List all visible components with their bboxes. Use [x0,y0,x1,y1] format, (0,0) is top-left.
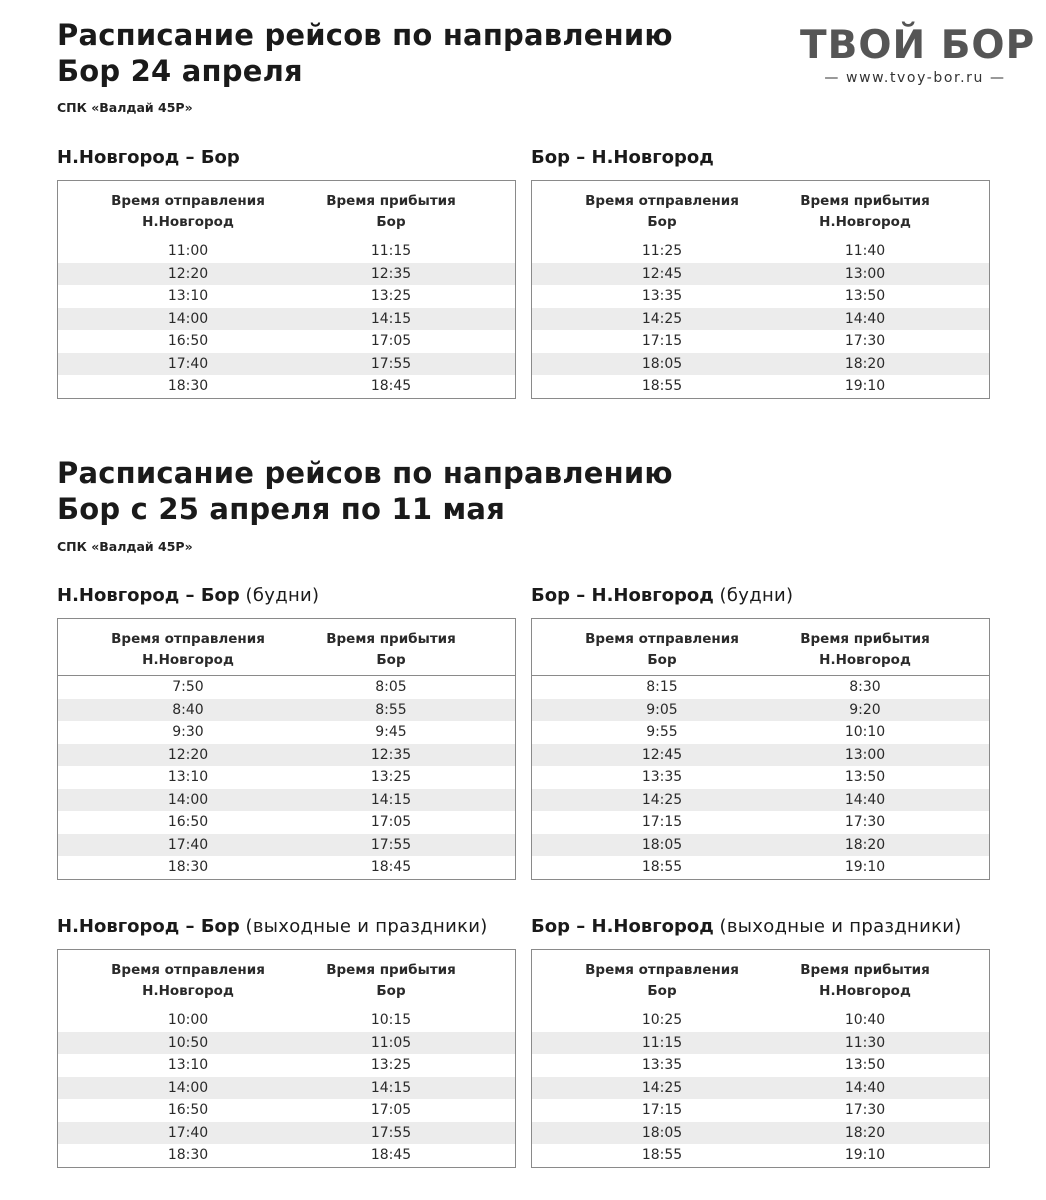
arrival-time: 18:20 [844,355,886,372]
header-line: Время прибытия [326,631,456,647]
arrival-time: 9:45 [375,724,407,740]
header-line: Н.Новгород [142,983,234,999]
header-line: Бор [376,983,406,999]
arrival-time: 10:40 [844,1012,886,1028]
arrival-header [291,629,491,671]
table-row [58,375,515,398]
section2-vessel: СПК «Валдай 45Р» [57,539,193,554]
table-body [58,1006,515,1167]
table-row [58,240,515,263]
logo-url: — www.tvoy-bor.ru — [824,70,1006,86]
departure-time: 8:15 [646,679,678,695]
departure-time: 14:00 [167,791,209,808]
table-row [58,789,515,812]
departure-header [562,960,762,1002]
header-line: Время отправления [111,631,265,647]
header-line: Бор [376,214,406,230]
weekend-right-title [531,916,962,937]
site-logo[interactable] [800,23,1036,86]
arrival-time: 9:20 [849,701,881,718]
days-note: (будни) [719,585,794,606]
schedule-table [57,618,516,880]
weekend-left-title [57,916,488,937]
logo-title: ТВОЙ БОР [800,23,1036,68]
arrival-time: 12:35 [370,746,412,763]
departure-time: 12:45 [641,265,683,282]
section1-right-title [531,147,714,168]
arrival-time: 17:55 [370,836,412,853]
table-row [58,1009,515,1032]
schedule-table [57,949,516,1168]
arrival-time: 13:50 [844,769,886,785]
arrival-header [765,629,965,671]
table-row [58,834,515,857]
arrival-time: 14:15 [370,1079,412,1096]
table-body [532,676,989,879]
table-row [532,856,989,879]
departure-time: 12:45 [641,746,683,763]
arrival-time: 14:15 [370,310,412,327]
schedule-table [531,618,990,880]
table-row [532,1144,989,1167]
table-row [532,1099,989,1122]
departure-time: 11:15 [641,1034,683,1051]
table-row [532,330,989,353]
departure-header [88,960,288,1002]
departure-time: 18:55 [641,378,683,394]
section1-left-title [57,147,240,168]
table-row [532,375,989,398]
departure-time: 12:20 [167,265,209,282]
arrival-time: 18:20 [844,836,886,853]
arrival-time: 8:05 [375,679,407,695]
arrival-time: 10:15 [370,1012,412,1028]
table-row [532,676,989,699]
table-row [58,676,515,699]
table-row [58,1099,515,1122]
route-label: Н.Новгород – Бор [57,147,240,168]
header-line: Время прибытия [326,193,456,209]
departure-time: 16:50 [167,814,209,830]
departure-time: 18:30 [167,378,209,394]
route-label: Бор – Н.Новгород [531,916,714,937]
departure-time: 9:05 [646,701,678,718]
departure-time: 14:00 [167,310,209,327]
arrival-time: 14:40 [844,1079,886,1096]
departure-header [562,629,762,671]
departure-time: 16:50 [167,1102,209,1118]
arrival-time: 17:05 [370,1102,412,1118]
departure-time: 18:30 [167,859,209,875]
table-header [58,181,515,237]
table-row [532,721,989,744]
header-line: Н.Новгород [819,652,911,668]
departure-time: 13:35 [641,769,683,785]
schedule-table [57,180,516,399]
arrival-time: 11:05 [370,1034,412,1051]
departure-time: 17:40 [167,1124,209,1141]
table-row [532,1122,989,1145]
departure-time: 14:00 [167,1079,209,1096]
departure-time: 11:25 [641,243,683,259]
header-line: Время прибытия [800,631,930,647]
table-row [532,1009,989,1032]
header-line: Время прибытия [800,962,930,978]
arrival-time: 12:35 [370,265,412,282]
arrival-time: 17:05 [370,814,412,830]
arrival-time: 13:25 [370,1057,412,1073]
arrival-time: 18:45 [370,378,412,394]
arrival-time: 17:05 [370,333,412,349]
table-row [58,308,515,331]
departure-time: 13:35 [641,288,683,304]
section1-heading [57,17,673,89]
header-line: Время прибытия [800,193,930,209]
departure-time: 9:55 [646,724,678,740]
table-row [532,263,989,286]
table-row [532,285,989,308]
arrival-time: 18:45 [370,859,412,875]
arrival-time: 11:40 [844,243,886,259]
arrival-time: 14:40 [844,310,886,327]
section1-heading-line2: Бор 24 апреля [57,54,303,88]
header-line: Н.Новгород [142,652,234,668]
departure-time: 17:15 [641,814,683,830]
header-line: Время отправления [111,962,265,978]
arrival-time: 19:10 [844,1147,886,1163]
arrival-header [765,960,965,1002]
header-line: Бор [376,652,406,668]
table-header [532,181,989,237]
departure-time: 17:15 [641,1102,683,1118]
departure-time: 14:25 [641,310,683,327]
header-line: Бор [647,983,677,999]
days-note: (выходные и праздники) [245,916,488,937]
departure-time: 7:50 [172,679,204,695]
arrival-time: 14:40 [844,791,886,808]
header-line: Бор [647,652,677,668]
section1-heading-line1: Расписание рейсов по направлению [57,18,673,52]
departure-time: 13:10 [167,769,209,785]
table-row [532,353,989,376]
departure-time: 18:30 [167,1147,209,1163]
header-line: Время отправления [585,193,739,209]
table-body [58,237,515,398]
departure-time: 18:55 [641,1147,683,1163]
departure-time: 10:50 [167,1034,209,1051]
arrival-time: 13:00 [844,265,886,282]
table-row [58,811,515,834]
departure-time: 8:40 [172,701,204,718]
table-header [532,619,989,676]
departure-time: 17:40 [167,836,209,853]
header-line: Н.Новгород [819,214,911,230]
arrival-time: 18:45 [370,1147,412,1163]
departure-header [88,191,288,233]
days-note: (выходные и праздники) [719,916,962,937]
arrival-time: 11:30 [844,1034,886,1051]
departure-time: 16:50 [167,333,209,349]
table-row [532,834,989,857]
arrival-time: 18:20 [844,1124,886,1141]
table-row [58,1054,515,1077]
arrival-time: 17:55 [370,1124,412,1141]
arrival-time: 8:55 [375,701,407,718]
table-header [58,619,515,676]
table-body [532,1006,989,1167]
table-row [58,285,515,308]
days-note: (будни) [245,585,320,606]
section2-heading-line2: Бор с 25 апреля по 11 мая [57,492,506,526]
route-label: Бор – Н.Новгород [531,585,714,606]
departure-time: 18:05 [641,836,683,853]
table-row [532,789,989,812]
table-row [58,699,515,722]
header-line: Время отправления [111,193,265,209]
table-row [532,699,989,722]
table-header [532,950,989,1006]
departure-time: 14:25 [641,1079,683,1096]
departure-time: 10:25 [641,1012,683,1028]
departure-time: 18:55 [641,859,683,875]
arrival-time: 8:30 [849,679,881,695]
table-row [58,856,515,879]
schedule-table [531,180,990,399]
header-line: Время отправления [585,631,739,647]
table-row [532,308,989,331]
departure-time: 12:20 [167,746,209,763]
table-row [532,1054,989,1077]
arrival-time: 19:10 [844,859,886,875]
table-row [58,330,515,353]
arrival-header [765,191,965,233]
header-line: Н.Новгород [819,983,911,999]
arrival-time: 13:50 [844,288,886,304]
table-row [58,1077,515,1100]
table-row [532,744,989,767]
arrival-time: 13:25 [370,769,412,785]
departure-time: 18:05 [641,355,683,372]
table-row [58,353,515,376]
route-label: Бор – Н.Новгород [531,147,714,168]
header-line: Н.Новгород [142,214,234,230]
table-row [532,240,989,263]
header-line: Время прибытия [326,962,456,978]
table-row [58,766,515,789]
departure-header [562,191,762,233]
arrival-time: 13:25 [370,288,412,304]
section2-heading-line1: Расписание рейсов по направлению [57,456,673,490]
departure-time: 14:25 [641,791,683,808]
header-line: Время отправления [585,962,739,978]
header-line: Бор [647,214,677,230]
arrival-time: 10:10 [844,724,886,740]
section2-heading [57,455,673,527]
route-label: Н.Новгород – Бор [57,916,240,937]
table-header [58,950,515,1006]
schedule-table [531,949,990,1168]
table-body [532,237,989,398]
arrival-time: 17:30 [844,814,886,830]
arrival-header [291,960,491,1002]
arrival-time: 19:10 [844,378,886,394]
table-row [58,1032,515,1055]
departure-time: 11:00 [167,243,209,259]
departure-time: 18:05 [641,1124,683,1141]
table-row [532,811,989,834]
departure-header [88,629,288,671]
arrival-time: 14:15 [370,791,412,808]
arrival-time: 17:30 [844,333,886,349]
table-row [532,1032,989,1055]
arrival-time: 11:15 [370,243,412,259]
table-row [532,766,989,789]
departure-time: 17:15 [641,333,683,349]
departure-time: 13:10 [167,1057,209,1073]
table-row [58,1122,515,1145]
route-label: Н.Новгород – Бор [57,585,240,606]
departure-time: 10:00 [167,1012,209,1028]
weekdays-right-title [531,585,793,606]
arrival-time: 17:55 [370,355,412,372]
table-row [58,721,515,744]
departure-time: 9:30 [172,724,204,740]
weekdays-left-title [57,585,319,606]
arrival-time: 13:50 [844,1057,886,1073]
section1-vessel: СПК «Валдай 45Р» [57,100,193,115]
departure-time: 17:40 [167,355,209,372]
table-body [58,676,515,879]
departure-time: 13:10 [167,288,209,304]
arrival-header [291,191,491,233]
arrival-time: 17:30 [844,1102,886,1118]
table-row [58,744,515,767]
departure-time: 13:35 [641,1057,683,1073]
arrival-time: 13:00 [844,746,886,763]
table-row [532,1077,989,1100]
table-row [58,263,515,286]
table-row [58,1144,515,1167]
